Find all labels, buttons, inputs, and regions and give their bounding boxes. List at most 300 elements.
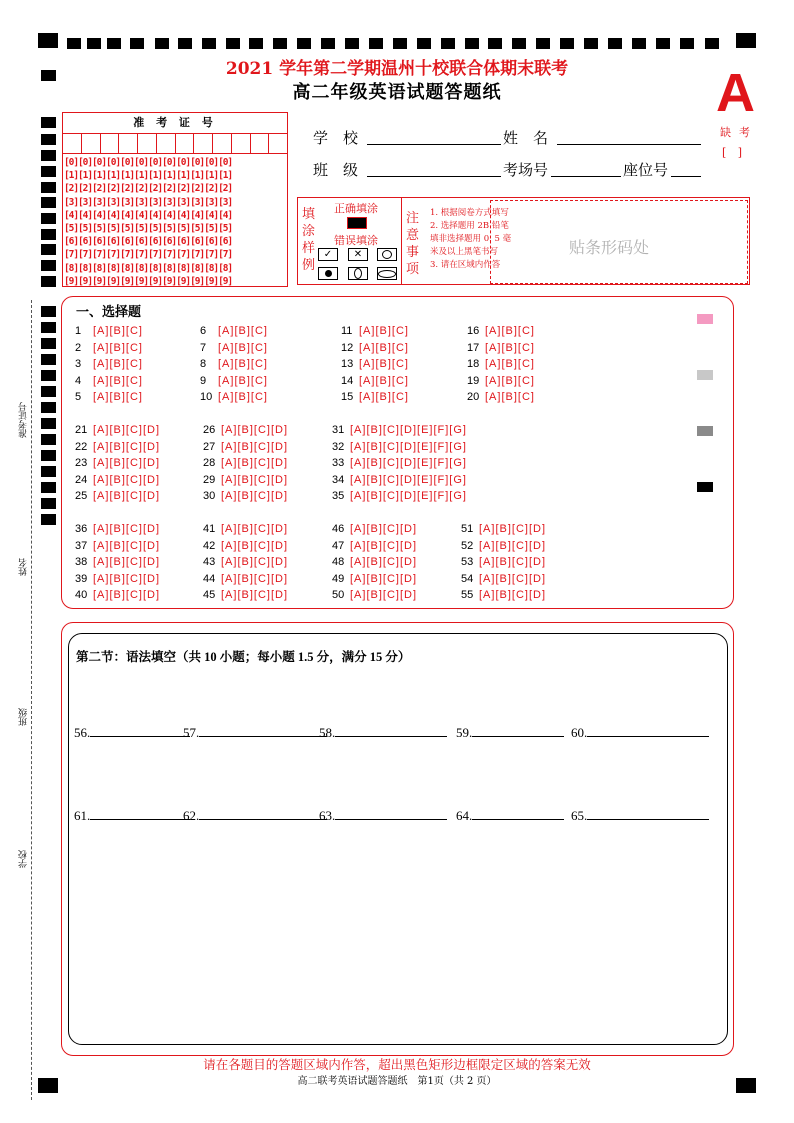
wrong-fill-label: 错误填涂 xyxy=(334,234,378,247)
school-field[interactable] xyxy=(367,144,501,145)
answer-options[interactable]: [A][B][C][D] xyxy=(93,556,161,568)
blank-number: 63. xyxy=(319,808,336,823)
timing-mark xyxy=(41,244,56,255)
question-30[interactable] xyxy=(203,490,288,502)
question-number: 14 xyxy=(341,374,354,387)
wide-oval-mark-icon xyxy=(377,267,397,280)
question-number: 10 xyxy=(200,391,213,403)
question-17[interactable] xyxy=(467,342,535,354)
timing-mark xyxy=(41,166,56,177)
question-13[interactable] xyxy=(341,358,409,370)
answer-options[interactable]: [A][B][C][D] xyxy=(221,440,289,453)
barcode-area xyxy=(490,200,748,284)
answer-options[interactable]: [A][B][C][D] xyxy=(221,589,289,601)
paper-type: A xyxy=(716,63,755,123)
question-number: 34 xyxy=(332,473,345,486)
question-number: 27 xyxy=(203,440,216,453)
page-number: 高二联考英语试题答题纸 第1页（共 2 页） xyxy=(297,1076,497,1087)
answer-options[interactable]: [A][B][C] xyxy=(93,341,143,354)
question-39[interactable] xyxy=(75,573,160,585)
blank-59[interactable] xyxy=(456,724,564,741)
blank-58[interactable] xyxy=(319,724,447,741)
question-number: 24 xyxy=(75,473,88,486)
question-number: 9 xyxy=(200,374,207,387)
answer-options[interactable]: [A][B][C] xyxy=(218,358,268,370)
question-55[interactable] xyxy=(461,589,546,601)
question-number: 55 xyxy=(461,589,474,601)
timing-mark xyxy=(41,498,56,509)
digit-row[interactable]: [4][4][4][4][4][4][4][4][4][4][4][4] xyxy=(64,209,233,221)
blank-60[interactable] xyxy=(571,724,709,741)
question-2[interactable] xyxy=(75,342,143,354)
timing-mark xyxy=(536,38,550,49)
timing-mark xyxy=(67,38,81,49)
fill-sample-box xyxy=(297,197,750,285)
blank-62[interactable] xyxy=(183,807,327,824)
room-field[interactable] xyxy=(551,176,621,177)
answer-options[interactable]: [A][B][C] xyxy=(485,358,535,370)
blank-line[interactable] xyxy=(472,724,564,737)
notes-label: 注意事项 xyxy=(406,211,420,277)
barcode-label: 贴条形码处 xyxy=(569,238,650,257)
exam-number-bubbles[interactable] xyxy=(64,156,288,288)
question-36[interactable] xyxy=(75,523,160,535)
blank-line[interactable] xyxy=(587,724,709,737)
timing-mark xyxy=(41,386,56,397)
question-1[interactable] xyxy=(75,325,143,337)
timing-mark xyxy=(202,38,216,49)
question-23[interactable] xyxy=(75,457,160,469)
digit-row[interactable]: [2][2][2][2][2][2][2][2][2][2][2][2] xyxy=(64,183,233,195)
question-4[interactable] xyxy=(75,375,143,387)
answer-options[interactable]: [A][B][C][D] xyxy=(221,473,289,486)
timing-mark xyxy=(41,402,56,413)
timing-mark xyxy=(488,38,502,49)
answer-options[interactable]: [A][B][C][D] xyxy=(221,424,289,436)
answer-options[interactable]: [A][B][C][D] xyxy=(93,440,161,453)
answer-options[interactable]: [A][B][C] xyxy=(218,325,268,337)
blank-line[interactable] xyxy=(199,724,327,737)
timing-mark xyxy=(41,229,56,240)
side-label-name: 姓名 xyxy=(19,558,29,576)
question-number: 11 xyxy=(341,325,353,337)
answer-options[interactable]: [A][B][C] xyxy=(359,358,409,370)
question-5[interactable] xyxy=(75,391,143,403)
answer-options[interactable]: [A][B][C][D][E][F][G] xyxy=(350,490,467,502)
answer-options[interactable]: [A][B][C][D] xyxy=(479,539,547,552)
question-number: 4 xyxy=(75,374,82,387)
question-number: 1 xyxy=(75,325,82,337)
question-number: 7 xyxy=(200,341,207,354)
question-43[interactable] xyxy=(203,556,288,568)
question-50[interactable] xyxy=(332,589,417,601)
question-number: 54 xyxy=(461,572,474,585)
blank-line[interactable] xyxy=(90,807,190,820)
question-number: 26 xyxy=(203,424,216,436)
timing-mark xyxy=(41,117,56,128)
blank-line[interactable] xyxy=(335,724,447,737)
blank-line[interactable] xyxy=(472,807,564,820)
answer-options[interactable]: [A][B][C][D] xyxy=(350,539,418,552)
question-31[interactable] xyxy=(332,424,467,436)
circle-mark-icon xyxy=(377,248,397,261)
absent-label: 缺考 xyxy=(720,126,758,139)
timing-mark xyxy=(680,38,694,49)
question-15[interactable] xyxy=(341,391,409,403)
timing-mark xyxy=(41,482,56,493)
question-number: 43 xyxy=(203,556,216,568)
question-38[interactable] xyxy=(75,556,160,568)
question-number: 46 xyxy=(332,523,345,535)
blank-line[interactable] xyxy=(587,807,709,820)
timing-mark xyxy=(41,260,56,271)
timing-mark xyxy=(584,38,598,49)
question-21[interactable] xyxy=(75,424,160,436)
seat-field[interactable] xyxy=(671,176,701,177)
question-14[interactable] xyxy=(341,375,409,387)
question-6[interactable] xyxy=(200,325,268,337)
question-number: 6 xyxy=(200,325,207,337)
absent-checkbox[interactable]: [ ] xyxy=(722,146,747,159)
correct-fill-icon xyxy=(347,217,367,229)
question-29[interactable] xyxy=(203,474,288,486)
dot-mark-icon xyxy=(318,267,338,280)
question-44[interactable] xyxy=(203,573,288,585)
timing-mark xyxy=(393,38,407,49)
question-27[interactable] xyxy=(203,441,288,453)
check-mark-icon: ✓ xyxy=(318,248,338,261)
answer-options[interactable]: [A][B][C][D] xyxy=(479,572,547,585)
blank-56[interactable] xyxy=(74,724,190,741)
question-45[interactable] xyxy=(203,589,288,601)
timing-mark xyxy=(249,38,263,49)
question-10[interactable] xyxy=(200,391,268,403)
timing-mark xyxy=(41,338,56,349)
digit-row[interactable]: [9][9][9][9][9][9][9][9][9][9][9][9] xyxy=(64,275,233,287)
timing-mark xyxy=(41,306,56,317)
answer-options[interactable]: [A][B][C][D] xyxy=(479,556,547,568)
question-number: 44 xyxy=(203,572,216,585)
answer-options[interactable]: [A][B][C][D][E][F][G] xyxy=(350,473,467,486)
question-number: 38 xyxy=(75,556,88,568)
question-number: 35 xyxy=(332,490,345,502)
section1-title: 一、选择题 xyxy=(76,305,142,320)
exam-number-grid xyxy=(62,112,288,287)
question-number: 48 xyxy=(332,556,345,568)
question-34[interactable] xyxy=(332,474,467,486)
answer-options[interactable]: [A][B][C] xyxy=(485,391,535,403)
question-28[interactable] xyxy=(203,457,288,469)
timing-mark xyxy=(465,38,479,49)
question-18[interactable] xyxy=(467,358,535,370)
question-number: 42 xyxy=(203,539,216,552)
timing-mark xyxy=(41,197,56,208)
question-26[interactable] xyxy=(203,424,288,436)
question-16[interactable] xyxy=(467,325,535,337)
digit-row[interactable]: [5][5][5][5][5][5][5][5][5][5][5][5] xyxy=(64,222,233,234)
question-number: 45 xyxy=(203,589,216,601)
blank-number: 59. xyxy=(456,725,473,740)
question-number: 3 xyxy=(75,358,82,370)
corner-mark xyxy=(736,33,756,48)
answer-options[interactable]: [A][B][C] xyxy=(485,325,535,337)
side-label-school: 学校 xyxy=(19,850,29,868)
timing-mark xyxy=(41,276,56,287)
timing-mark xyxy=(560,38,574,49)
question-number: 53 xyxy=(461,556,474,568)
answer-options[interactable]: [A][B][C][D] xyxy=(93,457,161,469)
timing-mark xyxy=(107,38,121,49)
question-42[interactable] xyxy=(203,540,288,552)
question-24[interactable] xyxy=(75,474,160,486)
blank-65[interactable] xyxy=(571,807,709,824)
answer-frame xyxy=(68,633,728,1045)
answer-options[interactable]: [A][B][C][D] xyxy=(93,589,161,601)
question-number: 51 xyxy=(461,523,474,535)
name-field[interactable] xyxy=(557,144,701,145)
name-label: 姓 名 xyxy=(503,129,549,147)
question-number: 22 xyxy=(75,440,88,453)
timing-mark xyxy=(345,38,359,49)
class-field[interactable] xyxy=(367,176,501,177)
question-46[interactable] xyxy=(332,523,417,535)
answer-options[interactable]: [A][B][C][D][E][F][G] xyxy=(350,440,467,453)
timing-mark xyxy=(41,450,56,461)
question-37[interactable] xyxy=(75,540,160,552)
footer-warning: 请在各题目的答题区域内作答，超出黑色矩形边框限定区域的答案无效 xyxy=(203,1057,591,1072)
question-number: 30 xyxy=(203,490,216,502)
timing-mark xyxy=(417,38,431,49)
timing-mark xyxy=(297,38,311,49)
timing-mark xyxy=(41,466,56,477)
timing-mark xyxy=(608,38,622,49)
timing-mark xyxy=(41,134,56,145)
question-number: 32 xyxy=(332,440,345,453)
answer-options[interactable]: [A][B][C][D] xyxy=(93,572,161,585)
blank-number: 62. xyxy=(183,808,200,823)
question-32[interactable] xyxy=(332,441,467,453)
blank-line[interactable] xyxy=(199,807,327,820)
blank-63[interactable] xyxy=(319,807,447,824)
question-12[interactable] xyxy=(341,342,409,354)
answer-options[interactable]: [A][B][C] xyxy=(359,391,409,403)
room-label: 考场号 xyxy=(503,161,549,179)
question-33[interactable] xyxy=(332,457,467,469)
answer-options[interactable]: [A][B][C][D] xyxy=(350,589,418,601)
digit-row[interactable]: [7][7][7][7][7][7][7][7][7][7][7][7] xyxy=(64,249,233,261)
question-number: 52 xyxy=(461,539,474,552)
timing-mark xyxy=(41,370,56,381)
timing-mark xyxy=(369,38,383,49)
question-19[interactable] xyxy=(467,375,535,387)
question-51[interactable] xyxy=(461,523,546,535)
question-number: 2 xyxy=(75,341,82,354)
side-label-class: 班级 xyxy=(19,708,29,726)
answer-options[interactable]: [A][B][C] xyxy=(93,374,143,387)
grammar-fill-section xyxy=(61,622,734,1056)
timing-mark xyxy=(41,322,56,333)
blank-number: 61. xyxy=(74,808,91,823)
notes-list: 1. 根据阅卷方式填写 2. 选择题用 2B 铅笔 填非选择题用 0. 5 毫 米及以上黑笔书写 3. 请在区域内作答 xyxy=(430,208,512,270)
question-number: 50 xyxy=(332,589,345,601)
blank-line[interactable] xyxy=(335,807,447,820)
answer-options[interactable]: [A][B][C] xyxy=(485,341,535,354)
answer-options[interactable]: [A][B][C] xyxy=(93,391,143,403)
answer-options[interactable]: [A][B][C][D] xyxy=(350,556,418,568)
answer-options[interactable]: [A][B][C][D] xyxy=(221,490,289,502)
timing-mark xyxy=(226,38,240,49)
question-7[interactable] xyxy=(200,342,268,354)
blank-number: 56. xyxy=(74,725,91,740)
blank-line[interactable] xyxy=(90,724,190,737)
question-47[interactable] xyxy=(332,540,417,552)
question-number: 28 xyxy=(203,457,216,469)
school-label: 学 校 xyxy=(313,129,359,147)
answer-options[interactable]: [A][B][C][D][E][F][G] xyxy=(350,424,467,436)
correct-fill-label: 正确填涂 xyxy=(334,202,378,215)
answer-options[interactable]: [A][B][C][D] xyxy=(350,572,418,585)
timing-mark xyxy=(87,38,101,49)
timing-mark xyxy=(705,38,719,49)
answer-options[interactable]: [A][B][C] xyxy=(359,341,409,354)
fill-sample-label: 填涂样例 xyxy=(302,207,316,273)
answer-options[interactable]: [A][B][C] xyxy=(485,374,535,387)
answer-options[interactable]: [A][B][C][D] xyxy=(479,589,547,601)
question-number: 13 xyxy=(341,358,354,370)
answer-options[interactable]: [A][B][C][D][E][F][G] xyxy=(350,457,467,469)
answer-options[interactable]: [A][B][C][D] xyxy=(221,556,289,568)
binding-line xyxy=(31,300,32,1100)
question-48[interactable] xyxy=(332,556,417,568)
question-40[interactable] xyxy=(75,589,160,601)
timing-mark xyxy=(155,38,169,49)
question-number: 15 xyxy=(341,391,354,403)
sheet-title: 高二年级英语试题答题纸 xyxy=(292,82,502,103)
question-number: 5 xyxy=(75,391,82,403)
answer-options[interactable]: [A][B][C][D] xyxy=(93,539,161,552)
timing-mark xyxy=(41,182,56,193)
question-number: 18 xyxy=(467,358,480,370)
answer-options[interactable]: [A][B][C] xyxy=(359,374,409,387)
timing-mark xyxy=(512,38,526,49)
question-54[interactable] xyxy=(461,573,546,585)
answer-options[interactable]: [A][B][C] xyxy=(93,358,143,370)
blank-61[interactable] xyxy=(74,807,190,824)
side-label-exam-number: 准考证号 xyxy=(19,402,29,438)
digit-row[interactable]: [3][3][3][3][3][3][3][3][3][3][3][3] xyxy=(64,196,233,208)
answer-options[interactable]: [A][B][C][D] xyxy=(93,424,161,436)
question-number: 37 xyxy=(75,539,88,552)
digit-row[interactable]: [8][8][8][8][8][8][8][8][8][8][8][8] xyxy=(64,262,233,274)
answer-options[interactable]: [A][B][C][D] xyxy=(221,539,289,552)
digit-row[interactable]: [1][1][1][1][1][1][1][1][1][1][1][1] xyxy=(64,170,233,182)
question-number: 20 xyxy=(467,391,480,403)
question-49[interactable] xyxy=(332,573,417,585)
question-9[interactable] xyxy=(200,375,268,387)
blank-64[interactable] xyxy=(456,807,564,824)
corner-mark xyxy=(38,33,58,48)
answer-options[interactable]: [A][B][C][D] xyxy=(350,523,418,535)
blank-number: 64. xyxy=(456,808,473,823)
blank-number: 65. xyxy=(571,808,588,823)
answer-options[interactable]: [A][B][C][D] xyxy=(93,523,161,535)
exam-title: 2021 学年第二学期温州十校联合体期末联考 xyxy=(225,59,569,79)
question-number: 39 xyxy=(75,572,88,585)
blank-number: 60. xyxy=(571,725,588,740)
question-8[interactable] xyxy=(200,358,268,370)
answer-options[interactable]: [A][B][C] xyxy=(93,325,143,337)
timing-mark xyxy=(178,38,192,49)
question-53[interactable] xyxy=(461,556,546,568)
answer-options[interactable]: [A][B][C][D] xyxy=(221,523,289,535)
question-number: 21 xyxy=(75,424,88,436)
question-number: 29 xyxy=(203,473,216,486)
question-number: 16 xyxy=(467,325,480,337)
timing-mark xyxy=(321,38,335,49)
digit-row[interactable]: [6][6][6][6][6][6][6][6][6][6][6][6] xyxy=(64,236,233,248)
timing-mark xyxy=(632,38,646,49)
timing-mark xyxy=(41,150,56,161)
timing-mark xyxy=(41,514,56,525)
question-52[interactable] xyxy=(461,540,546,552)
timing-mark xyxy=(41,418,56,429)
answer-options[interactable]: [A][B][C][D] xyxy=(479,523,547,535)
question-3[interactable] xyxy=(75,358,143,370)
question-41[interactable] xyxy=(203,523,288,535)
question-number: 33 xyxy=(332,457,345,469)
question-number: 25 xyxy=(75,490,88,502)
class-label: 班 级 xyxy=(313,161,359,179)
blank-number: 58. xyxy=(319,725,336,740)
answer-options[interactable]: [A][B][C][D] xyxy=(221,457,289,469)
timing-mark xyxy=(41,354,56,365)
question-11[interactable] xyxy=(341,325,409,337)
question-22[interactable] xyxy=(75,441,160,453)
answer-options[interactable]: [A][B][C][D] xyxy=(221,572,289,585)
exam-number-title: 准 考 证 号 xyxy=(63,113,287,134)
timing-mark xyxy=(130,38,144,49)
section2-title: 第二节：语法填空（共 10 小题；每小题 1.5 分，满分 15 分） xyxy=(76,650,411,664)
question-number: 41 xyxy=(203,523,216,535)
blank-57[interactable] xyxy=(183,724,327,741)
answer-options[interactable]: [A][B][C] xyxy=(218,374,268,387)
exam-number-write-cells[interactable] xyxy=(63,133,287,154)
timing-mark xyxy=(41,213,56,224)
cross-mark-icon: ✕ xyxy=(348,248,368,261)
timing-mark xyxy=(273,38,287,49)
answer-options[interactable]: [A][B][C] xyxy=(218,391,268,403)
timing-mark xyxy=(41,434,56,445)
question-20[interactable] xyxy=(467,391,535,403)
seat-label: 座位号 xyxy=(623,161,669,179)
question-35[interactable] xyxy=(332,490,467,502)
digit-row[interactable]: [0][0][0][0][0][0][0][0][0][0][0][0] xyxy=(64,157,233,168)
question-number: 36 xyxy=(75,523,88,535)
question-number: 17 xyxy=(467,341,480,354)
question-number: 23 xyxy=(75,457,88,469)
blank-number: 57. xyxy=(183,725,200,740)
question-number: 49 xyxy=(332,572,345,585)
timing-mark xyxy=(656,38,670,49)
answer-options[interactable]: [A][B][C] xyxy=(218,341,268,354)
answer-options[interactable]: [A][B][C][D] xyxy=(93,490,161,502)
answer-options[interactable]: [A][B][C] xyxy=(359,325,409,337)
question-number: 40 xyxy=(75,589,88,601)
answer-options[interactable]: [A][B][C][D] xyxy=(93,473,161,486)
timing-mark xyxy=(441,38,455,49)
question-number: 31 xyxy=(332,424,345,436)
question-25[interactable] xyxy=(75,490,160,502)
